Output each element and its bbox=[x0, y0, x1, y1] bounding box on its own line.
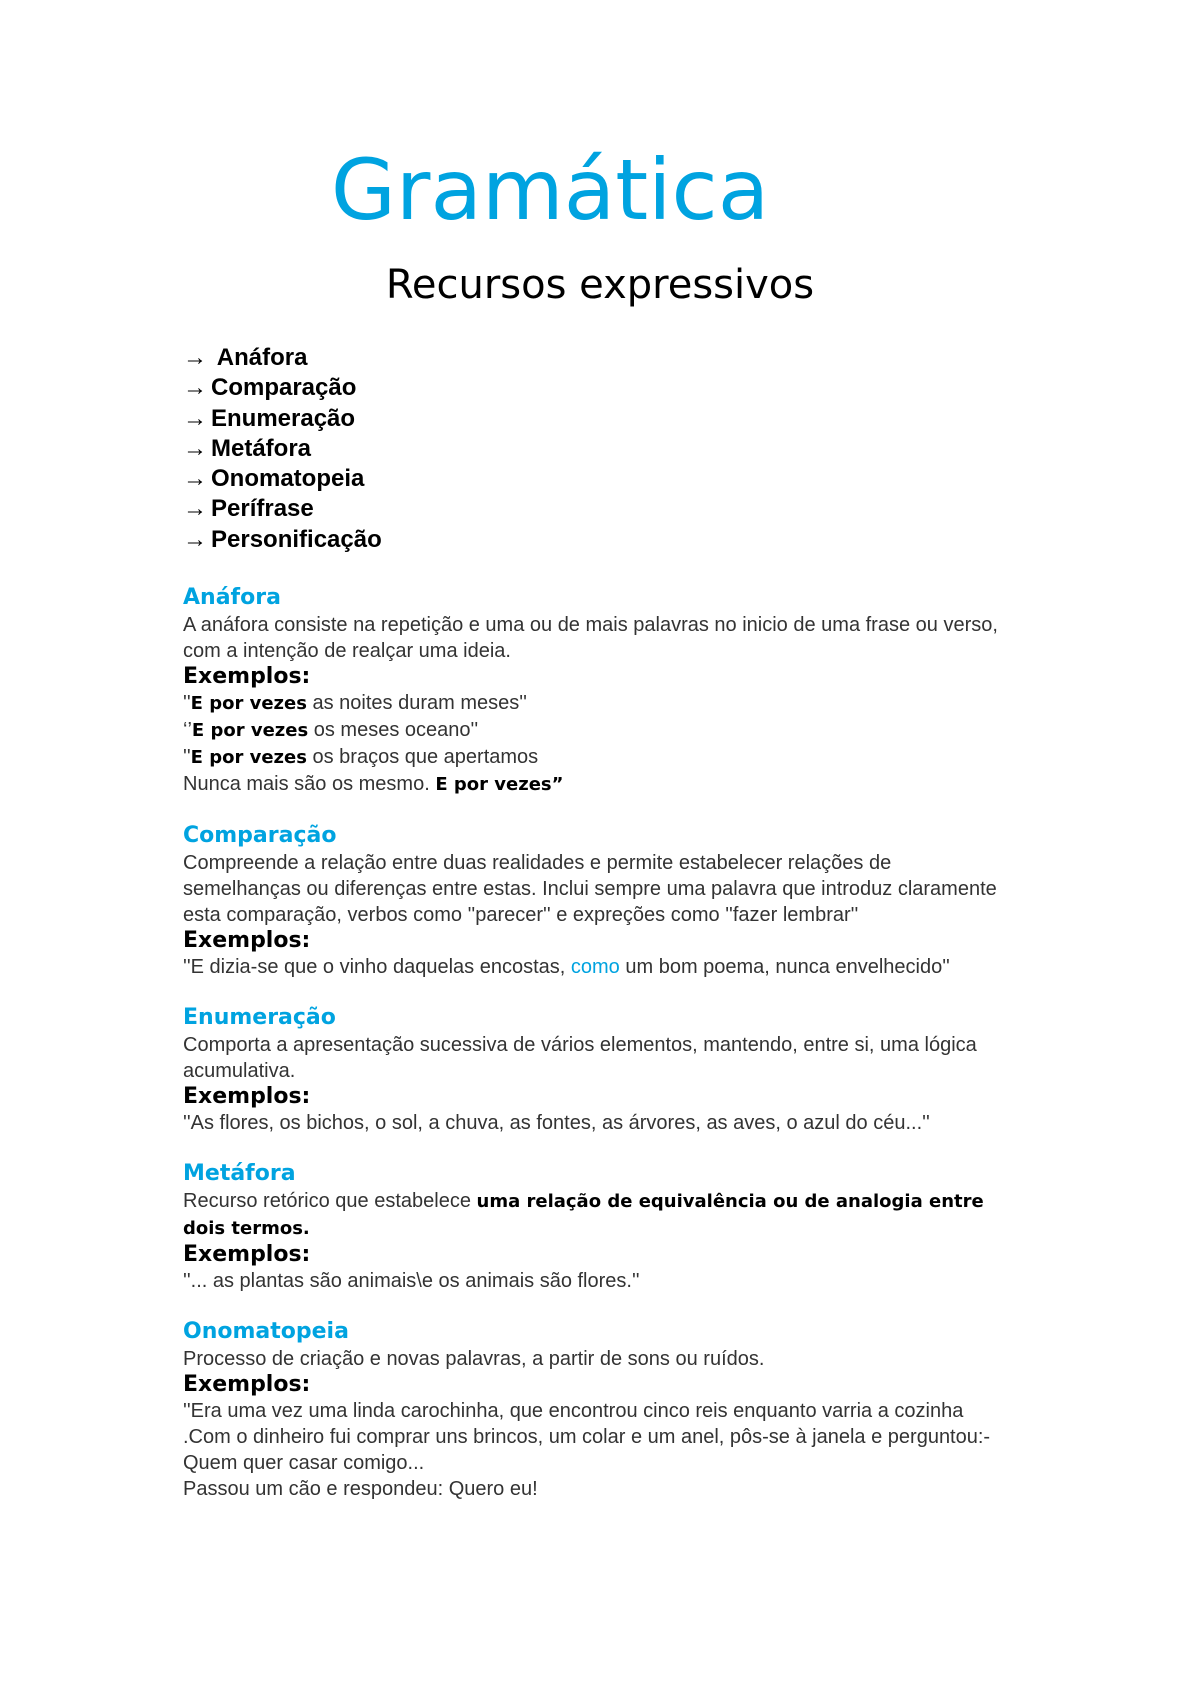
section-heading: Metáfora bbox=[183, 1161, 296, 1186]
emphasis-text: E por vezes bbox=[191, 720, 309, 741]
topic-list-item bbox=[183, 343, 382, 373]
topic-list-item bbox=[183, 404, 382, 434]
arrow-right-icon: → bbox=[183, 404, 207, 432]
example-line: Nunca mais são os mesmo. E por vezes” bbox=[183, 773, 564, 795]
examples-label: Exemplos: bbox=[183, 1242, 311, 1267]
arrow-right-icon: → bbox=[183, 465, 207, 493]
section-heading: Onomatopeia bbox=[183, 1319, 349, 1344]
example-line: ''E por vezes as noites duram meses'' bbox=[183, 692, 527, 714]
topic-list-item bbox=[183, 464, 382, 494]
page-title: Gramática bbox=[330, 141, 770, 239]
section-definition: A anáfora consiste na repetição e uma ou de mais palavras no inicio de uma frase ou verso, com a intenção de realçar uma ideia. bbox=[183, 614, 998, 662]
section-definition: Comporta a apresentação sucessiva de vários elementos, mantendo, entre si, uma lógica acumulativa. bbox=[183, 1034, 977, 1082]
example-line: ''E por vezes os braços que apertamos bbox=[183, 746, 539, 768]
examples-label: Exemplos: bbox=[183, 928, 311, 953]
topic-label: Anáfora bbox=[216, 344, 308, 371]
document-content bbox=[183, 583, 1013, 1525]
arrow-right-icon: → bbox=[183, 495, 207, 523]
topic-label: Metáfora bbox=[211, 434, 312, 462]
section-comparacao bbox=[183, 821, 1013, 980]
examples-label: Exemplos: bbox=[183, 1084, 311, 1109]
section-heading: Enumeração bbox=[183, 1005, 336, 1030]
section-enumeracao bbox=[183, 1003, 1013, 1136]
arrow-right-icon: → bbox=[183, 344, 207, 371]
topic-label: Enumeração bbox=[211, 404, 356, 432]
topic-label: Perífrase bbox=[211, 495, 314, 523]
topic-label: Personificação bbox=[211, 525, 382, 553]
highlighted-word: como bbox=[570, 956, 620, 978]
example-line: Passou um cão e respondeu: Quero eu! bbox=[183, 1478, 538, 1500]
section-definition: Processo de criação e novas palavras, a partir de sons ou ruídos. bbox=[183, 1348, 765, 1370]
section-metafora bbox=[183, 1159, 1013, 1294]
example-line: ''As flores, os bichos, o sol, a chuva, as fontes, as árvores, as aves, o azul do céu...'' bbox=[183, 1112, 930, 1134]
examples-label: Exemplos: bbox=[183, 664, 311, 689]
topic-list-item bbox=[183, 494, 382, 524]
topic-list bbox=[183, 343, 382, 555]
section-heading: Comparação bbox=[183, 823, 337, 848]
example-line: ''... as plantas são animais\e os animais são flores.'' bbox=[183, 1270, 640, 1292]
topic-list-item bbox=[183, 434, 382, 464]
arrow-right-icon: → bbox=[183, 374, 207, 402]
section-definition: Recurso retórico que estabelece uma relação de equivalência ou de analogia entre dois termos. bbox=[183, 1190, 984, 1239]
examples-label: Exemplos: bbox=[183, 1372, 311, 1397]
emphasis-text: E por vezes” bbox=[435, 774, 564, 795]
topic-list-item bbox=[183, 525, 382, 555]
topic-label: Onomatopeia bbox=[211, 465, 365, 493]
emphasis-text: E por vezes bbox=[190, 693, 307, 714]
section-definition: Compreende a relação entre duas realidades e permite estabelecer relações de semelhanças ou diferenças entre estas. Inclui sempre uma palavra que introduz claramente esta comparação, verbos como ''parecer'' e expreções como ''fazer lembrar'' bbox=[183, 852, 997, 926]
page-subtitle: Recursos expressivos bbox=[385, 262, 815, 308]
example-line: ''Era uma vez uma linda carochinha, que encontrou cinco reis enquanto varria a cozinha .Com o dinheiro fui comprar uns brincos, um colar e um anel, pôs-se à janela e perguntou:- Quem quer casar comigo... bbox=[183, 1400, 991, 1474]
example-line: ''E dizia-se que o vinho daquelas encostas, como um bom poema, nunca envelhecido'' bbox=[183, 956, 950, 978]
example-line: ‘’E por vezes os meses oceano'' bbox=[183, 719, 479, 741]
topic-list-item bbox=[183, 373, 382, 403]
arrow-right-icon: → bbox=[183, 525, 207, 553]
arrow-right-icon: → bbox=[183, 434, 207, 462]
topic-label: Comparação bbox=[211, 374, 357, 402]
emphasis-text: uma relação de equivalência ou de analogia entre dois termos. bbox=[183, 1191, 984, 1239]
section-onomatopeia bbox=[183, 1317, 1013, 1502]
section-heading: Anáfora bbox=[183, 585, 281, 610]
emphasis-text: E por vezes bbox=[190, 747, 307, 768]
section-anafora bbox=[183, 583, 1013, 798]
